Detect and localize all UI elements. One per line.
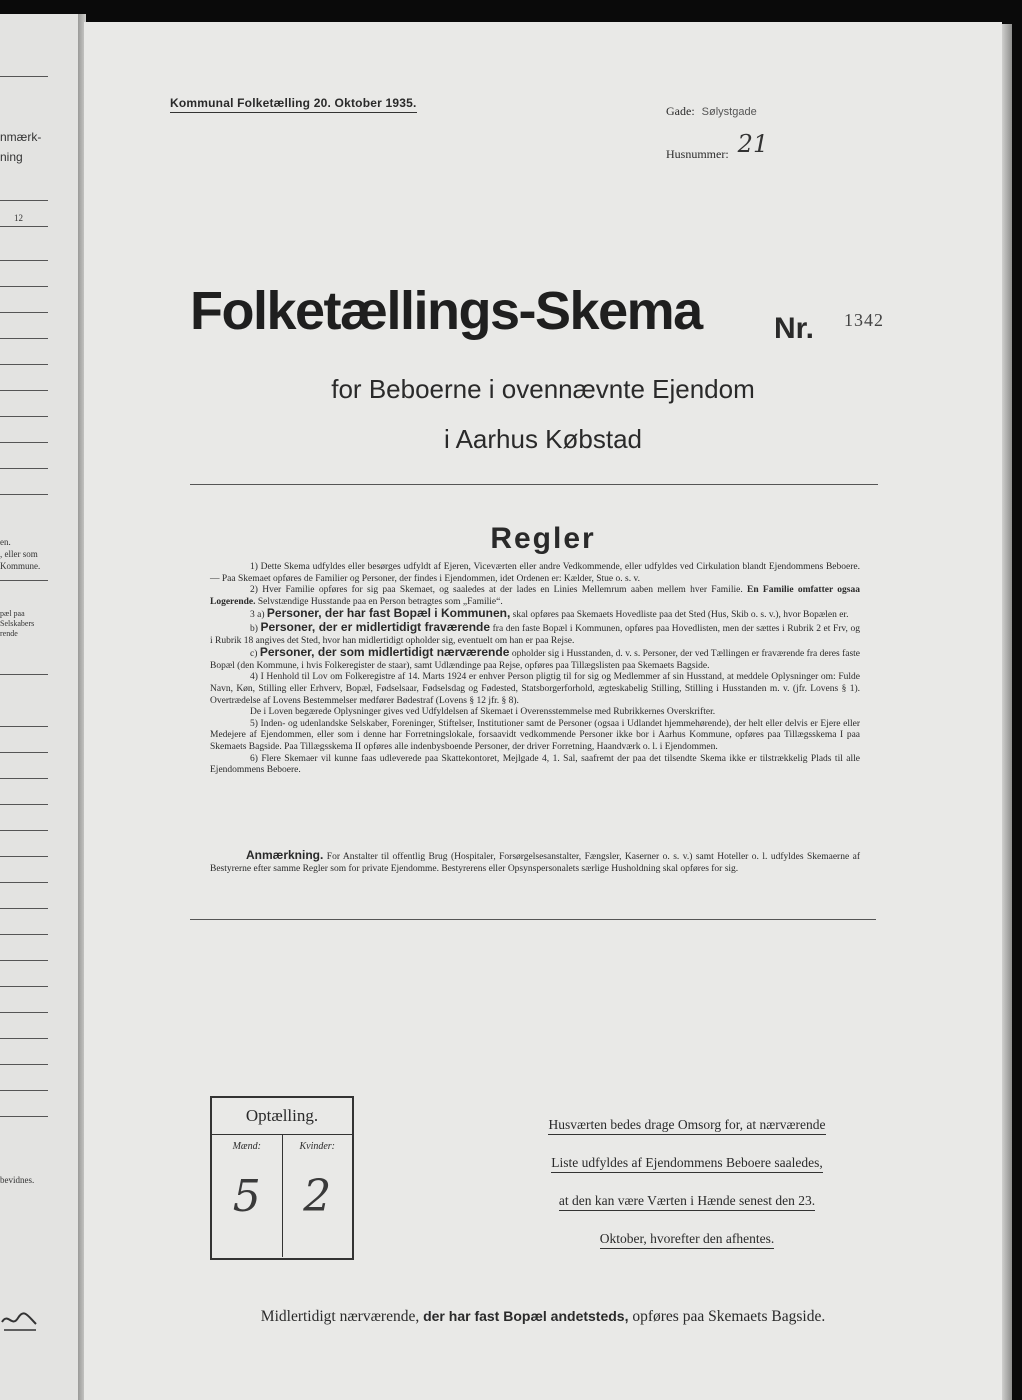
- ruled-line: [0, 726, 48, 727]
- left-heading-line2: ning: [0, 150, 23, 164]
- ruled-line: [0, 830, 48, 831]
- ruled-line: [0, 416, 48, 417]
- form-title: Folketællings-Skema: [190, 281, 702, 341]
- left-fragment-1: en.: [0, 537, 11, 547]
- ruled-line: [0, 804, 48, 805]
- ruled-line: [0, 286, 48, 287]
- ruled-line: [0, 1090, 48, 1091]
- rules-text: [210, 562, 860, 777]
- left-fragment-6: rende: [0, 629, 18, 638]
- men-count: 5: [232, 1171, 261, 1222]
- left-fragment-3: Kommune.: [0, 561, 41, 571]
- form-subtitle-1: for Beboerne i ovennævnte Ejendom: [331, 374, 755, 404]
- ruled-line: [0, 1012, 48, 1013]
- footer-part-2: der har fast Bopæl andetsteds,: [423, 1308, 629, 1324]
- census-form-page: [84, 22, 1002, 1400]
- rule-2: 2) Hver Familie opføres for sig paa Skemaet, og saaledes at der lades en Linies Mellemrum aaben mellem hver Familie. En Familie omfatter ogsaa Logerende. Selvstændige Husstande paa en Person betragtes som „Familie“.: [210, 585, 861, 607]
- divider: [190, 484, 878, 485]
- landlord-notice: [512, 1106, 862, 1258]
- ruled-line: [0, 494, 48, 495]
- ruled-line: [0, 960, 48, 961]
- footer-part-3: opføres paa Skemaets Bagside.: [632, 1308, 826, 1325]
- remark-text: [210, 850, 860, 875]
- rule-6: 6) Flere Skemaer vil kunne faas udleverede paa Skattekontoret, Mejlgade 4, 1. Sal, saafremt der paa det tilsendte Skema ikke er tilstrækkelig Plads til alle Ejendommens Beboere.: [210, 753, 860, 776]
- left-heading-line1: nmærk-: [0, 130, 42, 144]
- rule-4b: De i Loven begærede Oplysninger gives ved Udfyldelsen af Skemaet i Overensstemmelse med Rubrikkernes Overskrifter.: [250, 707, 716, 718]
- form-number-value: 1342: [844, 310, 884, 330]
- men-label: Mænd:: [232, 1141, 261, 1152]
- house-number-value: 21: [737, 130, 769, 158]
- footer-note: [84, 1308, 1002, 1326]
- rule-3c: c) Personer, der som midlertidigt nærværende opholder sig i Husstanden, d. v. s. Personer, der ved Tællingen er fraværende fra deres faste Bopæl (den Kommune, i hvis Folkeregister de staar), samt Udlændinge paa Rejse, opføres paa Tillægslisten paa Skemaets Bagside.: [210, 645, 861, 671]
- count-box: [210, 1096, 354, 1260]
- notice-line-2: Liste udfyldes af Ejendommens Beboere saaledes,: [551, 1155, 822, 1173]
- women-column: [282, 1135, 353, 1257]
- ruled-line: [0, 986, 48, 987]
- men-column: [212, 1135, 282, 1257]
- form-subtitle-2: i Aarhus Købstad: [444, 424, 642, 454]
- ruled-line: [0, 260, 48, 261]
- left-column-number: 12: [14, 213, 23, 223]
- women-label: Kvinder:: [299, 1141, 336, 1152]
- ruled-line: [0, 778, 48, 779]
- ruled-line: [0, 580, 48, 581]
- ruled-line: [0, 908, 48, 909]
- form-number-label: Nr.: [774, 312, 815, 345]
- women-count: 2: [303, 1171, 332, 1222]
- census-header: Kommunal Folketælling 20. Oktober 1935.: [170, 96, 417, 113]
- ruled-line: [0, 1038, 48, 1039]
- rules-heading: Regler: [490, 522, 596, 555]
- ruled-line: [0, 752, 48, 753]
- left-fragment-2: , eller som: [0, 549, 38, 559]
- ruled-line: [0, 1064, 48, 1065]
- rule-1: 1) Dette Skema udfyldes eller besørges udfyldt af Ejeren, Viceværten eller andre Vedkommende, eller udfyldes ved Cirkulation blandt Ejendommens Beboere. — Paa Skemaet opføres de Familier og Personer, der findes i Ejendommen, idet Ordenen er: Kælder, Stue o. s. v.: [210, 562, 860, 584]
- ruled-line: [0, 882, 48, 883]
- ruled-line: [0, 312, 48, 313]
- remark-body: For Anstalter til offentlig Brug (Hospitaler, Forsørgelsesanstalter, Fængsler, Kaserner o. s. v.) samt Hoteller o. l. udfyldes Skemaerne af Bestyrerne efter samme Regler som for private Ejendomme. Bestyrerens eller Opsynspersonalets særlige Husholdning skal opføres for sig.: [210, 852, 861, 874]
- street-field: [666, 104, 757, 119]
- left-fragment-5: Selskabers: [0, 619, 35, 628]
- left-page-fragment: [0, 14, 80, 1400]
- ruled-line: [0, 468, 48, 469]
- notice-line-4: Oktober, hvorefter den afhentes.: [600, 1231, 775, 1249]
- ruled-line: [0, 674, 48, 675]
- rule-3b: b) Personer, der er midlertidigt fraværende fra den faste Bopæl i Kommunen, opføres paa Hovedlisten, men der sættes i Rubrik 2 et Frv, og i Rubrik 18 angives det Sted, hvor han midlertidigt opholder sig, eventuelt om han er paa Rejse.: [210, 619, 861, 646]
- notice-line-1: Husværten bedes drage Omsorg for, at nærværende: [548, 1117, 825, 1135]
- ruled-line: [0, 1116, 48, 1117]
- ruled-line: [0, 226, 48, 227]
- street-label: Gade:: [666, 104, 695, 118]
- footer-part-1: Midlertidigt nærværende,: [260, 1308, 420, 1325]
- left-fragment-4: pæl paa: [0, 609, 25, 618]
- notice-line-3: at den kan være Værten i Hænde senest den 23.: [559, 1193, 815, 1211]
- ruled-line: [0, 364, 48, 365]
- ruled-line: [0, 76, 48, 77]
- ruled-line: [0, 390, 48, 391]
- signature-mark: [0, 1300, 40, 1334]
- left-fragment-7: bevidnes.: [0, 1175, 35, 1185]
- remark-label: Anmærkning.: [246, 848, 324, 862]
- rule-4: 4) I Henhold til Lov om Folkeregistre af 14. Marts 1924 er enhver Person pligtig til for sig og Medlemmer af sin Husstand, at meddele Oplysninger om: Fulde Navn, Køn, Stilling eller Erhverv, Bopæl, Fødselsaar, Fødselsdag og Fødested, Statsborgerforhold, ægteskabelig Stilling, Stilling i Husstanden m. v. (jfr. Lovens § 1). Overtrædelse af Lovens Bestemmelser medfører Bødestraf (Lovens § 12 jfr. § 8).: [210, 672, 860, 706]
- ruled-line: [0, 856, 48, 857]
- rule-5: 5) Inden- og udenlandske Selskaber, Foreninger, Stiftelser, Institutioner samt de Personer (ogsaa i Udlandet hjemmehørende), der helt eller delvis er Ejere eller Medejere af Ejendommen, eller som i denne har Forretningslokale, forsaavidt vedkommende Personer ikke bor i Aarhus Kommune, opføres paa Tillægsskema I paa Skemaets Bagside. Paa Tillægsskema II opføres alle indenbysboende Personer, der driver Forretning, Haandværk o. l. i Ejendommen.: [210, 718, 860, 752]
- house-number-field: [666, 130, 769, 164]
- count-box-title: Optælling.: [212, 1098, 352, 1135]
- ruled-line: [0, 200, 48, 201]
- ruled-line: [0, 442, 48, 443]
- rule-3a: 3 a) Personer, der har fast Bopæl i Kommunen, skal opføres paa Skemaets Hovedliste paa det Sted (Hus, Skib o. s. v.), hvor Bopælen er.: [250, 606, 849, 621]
- street-value: Sølystgade: [701, 106, 757, 118]
- ruled-line: [0, 338, 48, 339]
- ruled-line: [0, 934, 48, 935]
- house-number-label: Husnummer:: [666, 147, 729, 161]
- divider: [190, 919, 876, 920]
- page-edge: [1002, 24, 1012, 1400]
